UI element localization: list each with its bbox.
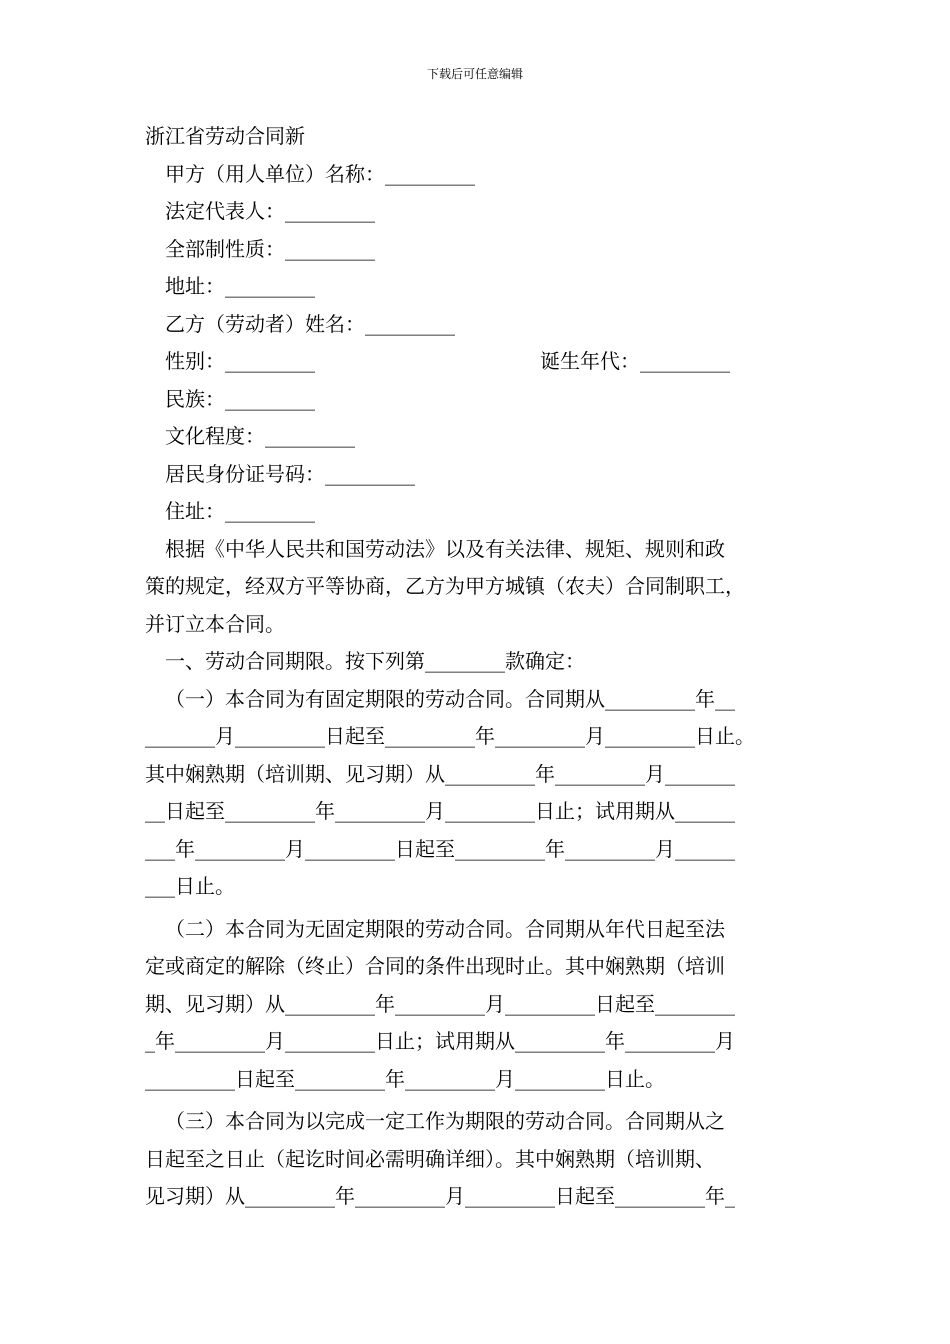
contract-document [145,118,825,1216]
clause1-line: __日起至_________年_________月_________日止；试用期从______ [145,799,735,823]
clause2-line: 定或商定的解除（终止）合同的条件出现时止。其中娴熟期（培训 [145,954,725,978]
address-field: 地址：_________ [165,274,315,298]
clause3-line: 日起至之日止（起讫时间必需明确详细）。其中娴熟期（培训期、 [145,1146,715,1171]
page-header: 下载后可任意编辑 [426,67,523,81]
clause1-line: 其中娴熟期（培训期、见习期）从_________年_________月_______ [145,761,735,786]
education-field: 文化程度：_________ [165,424,355,448]
gender-birth-row [145,343,825,381]
clause2-line: （二）本合同为无固定期限的劳动合同。合同期从年代日起至法 [165,916,725,941]
clause1-line: ___日止。 [145,874,235,898]
clause1-line: _______月_________日起至_________年_________月_________日止。 [145,724,755,748]
employee-name-field: 乙方（劳动者）姓名：_________ [165,311,455,336]
clause1-line: （一）本合同为有固定期限的劳动合同。合同期从_________年__ [165,686,735,711]
birth-field: 诞生年代：_________ [540,349,730,373]
gender-field: 性别：_________ [165,349,315,373]
preamble-line: 并订立本合同。 [145,611,285,636]
id-number-field: 居民身份证号码：_________ [165,461,415,486]
ownership-field: 全部制性质：_________ [165,236,375,261]
clause3-line: 见习期）从_________年_________月_________日起至_________年_ [145,1184,735,1208]
section1-title: 一、劳动合同期限。按下列第________款确定： [165,649,585,673]
clause2-line: _年_________月_________日止；试用期从_________年_________月 [145,1029,735,1053]
employer-name-field: 甲方（用人单位）名称：_________ [165,161,475,186]
document-title: 浙江省劳动合同新 [145,124,305,148]
ethnicity-field: 民族：_________ [165,386,315,411]
preamble-line: 策的规定，经双方平等协商，乙方为甲方城镇（农夫）合同制职工， [145,574,745,598]
legal-rep-field: 法定代表人：_________ [165,199,375,223]
preamble-line: 根据《中华人民共和国劳动法》以及有关法律、规矩、规则和政 [165,536,725,561]
clause2-line: _________日起至_________年_________月_________日止。 [145,1066,665,1091]
residence-field: 住址：_________ [165,499,315,523]
clause3-line: （三）本合同为以完成一定工作为期限的劳动合同。合同期从之 [165,1109,725,1133]
clause1-line: ___年_________月_________日起至_________年_________月______ [145,836,735,861]
clause2-line: 期、见习期）从_________年_________月_________日起至________ [145,991,735,1016]
